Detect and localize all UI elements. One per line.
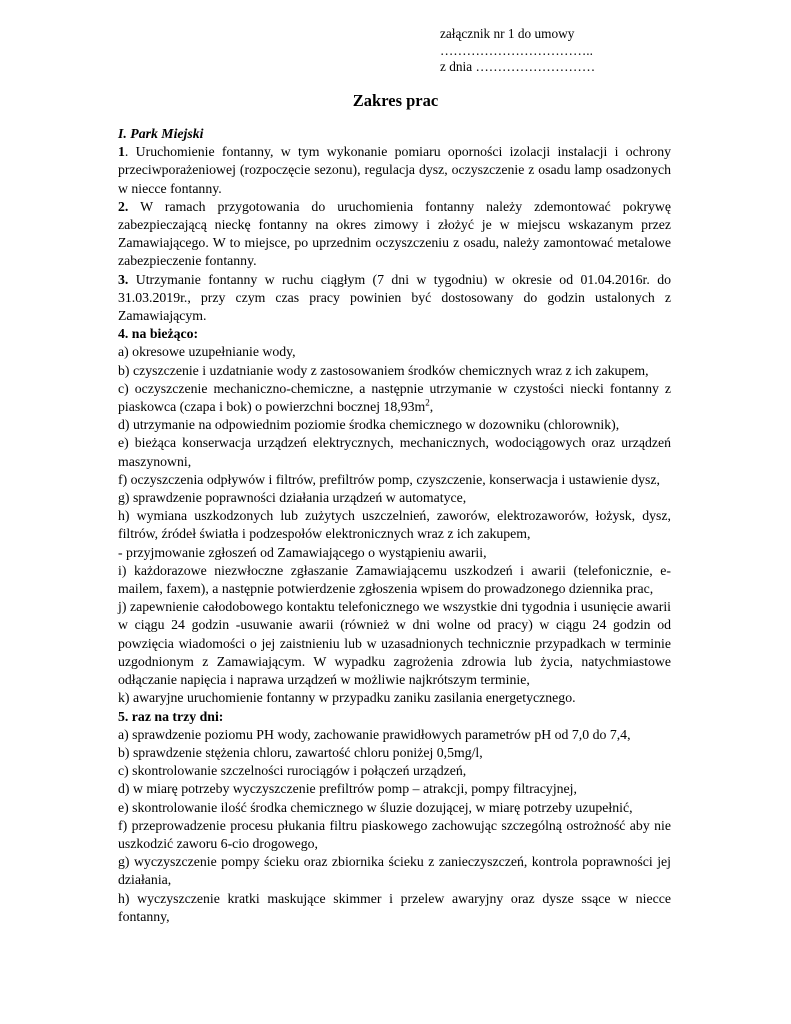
item-4-dash: - przyjmowanie zgłoszeń od Zamawiającego o wystąpieniu awarii,: [118, 544, 487, 560]
item-4k: k) awaryjne uruchomienie fontanny w przypadku zaniku zasilania energetycznego.: [118, 690, 576, 706]
attachment-header: [440, 26, 595, 76]
item-2: [118, 198, 671, 271]
item-4f: f) oczyszczenia odpływów i filtrów, prefiltrów pomp, czyszczenie, konserwacja i ustawienie dysz,: [118, 471, 660, 487]
item-3-text: Utrzymanie fontanny w ruchu ciągłym (7 dni w tygodniu) w okresie od 01.04.2016r. do 31.03.2019r., przy czym czas pracy powinien być dostosowany do godzin ustalonych z Zamawiającym.: [118, 271, 671, 324]
item-5g: g) wyczyszczenie pompy ścieku oraz zbiornika ścieku z zanieczyszczeń, kontrola poprawności jej działania,: [118, 854, 671, 888]
item-5f: f) przeprowadzenie procesu płukania filtru piaskowego zachowując szczególną ostrożność aby nie uszkodzić zaworu 6-cio drogowego,: [118, 817, 671, 851]
item-2-text: W ramach przygotowania do uruchomienia fontanny należy zdemontować pokrywę zabezpieczającą nieckę fontanny na okres zimowy i złożyć je w miejscu wskazanym przez Zamawiającego. W to miejsce, po uprzednim oczyszczeniu z osadu, należy zamontować metalowe zabezpieczenie fontanny.: [118, 198, 671, 269]
superscript-2: 2: [425, 397, 430, 408]
item-4-heading: 4. na bieżąco:: [118, 326, 199, 342]
document-body: [118, 125, 671, 926]
agreement-date-line: z dnia ………………………: [440, 59, 596, 74]
item-4g: g) sprawdzenie poprawności działania urządzeń w automatyce,: [118, 490, 467, 506]
item-4d: d) utrzymanie na odpowiednim poziomie środka chemicznego w dozowniku (chlorownik),: [118, 417, 620, 433]
item-1-text: . Uruchomienie fontanny, w tym wykonanie pomiaru oporności izolacji instalacji i ochrony przeciwporażeniowej (rozpoczęcie sezonu), regulacja dysz, oczyszczenie z osadu lamp osadzonych w niecce fontanny.: [118, 144, 671, 196]
item-1: [118, 143, 671, 198]
item-5b: b) sprawdzenie stężenia chloru, zawartość chloru poniżej 0,5mg/l,: [118, 744, 483, 760]
item-5h: h) wyczyszczenie kratki maskujące skimmer i przelew awaryjny oraz dysze ssące w niecce fontanny,: [118, 890, 671, 924]
item-4a: a) okresowe uzupełnianie wody,: [118, 344, 296, 360]
agreement-number-placeholder: ……………………………..: [440, 42, 593, 58]
item-3: [118, 271, 671, 326]
item-5-heading: 5. raz na trzy dni:: [118, 708, 224, 724]
item-4i: i) każdorazowe niezwłoczne zgłaszanie Zamawiającemu uszkodzeń i awarii (telefonicznie, e-mailem, faxem), a następnie potwierdzenie zgłoszenia wpisem do prowadzonego dziennika prac,: [118, 562, 671, 597]
item-4c: c) oczyszczenie mechaniczno-chemiczne, a następnie utrzymanie w czystości niecki fontanny z piaskowca (czapa i bok) o powierzchni bocznej $18,93m^2$,: [118, 380, 671, 415]
item-5e: e) skontrolowanie ilość środka chemicznego w śluzie dozującej, w miarę potrzeby uzupełnić,: [118, 799, 633, 815]
item-4b: b) czyszczenie i uzdatnianie wody z zastosowaniem środków chemicznych wraz z ich zakupem,: [118, 362, 649, 378]
attachment-label: załącznik nr 1 do umowy: [440, 26, 575, 41]
section-title: I. Park Miejski: [118, 126, 204, 141]
item-2-number: 2.: [118, 198, 129, 214]
item-4h: h) wymiana uszkodzonych lub zużytych uszczelnień, zaworów, elektrozaworów, łożysk, dysz, filtrów, źródeł światła i podzespołów elektronicznych wraz z ich zakupem,: [118, 508, 671, 542]
item-5d: d) w miarę potrzeby wyczyszczenie prefiltrów pomp – atrakcji, pompy filtracyjnej,: [118, 781, 577, 797]
item-1-number: 1: [118, 144, 125, 160]
item-5a: a) sprawdzenie poziomu PH wody, zachowanie prawidłowych parametrów pH od 7,0 do 7,4,: [118, 726, 631, 742]
item-3-number: 3.: [118, 271, 129, 287]
item-5c: c) skontrolowanie szczelności rurociągów i połączeń urządzeń,: [118, 763, 467, 779]
document-title: Zakres prac: [352, 91, 439, 110]
item-4e: e) bieżąca konserwacja urządzeń elektrycznych, mechanicznych, wodociągowych oraz urządzeń maszynowni,: [118, 435, 671, 469]
item-4j: j) zapewnienie całodobowego kontaktu telefonicznego we wszystkie dni tygodnia i usunięcie awarii w ciągu 24 godzin -usuwanie awarii (również w dni wolne od pracy) w ciągu 24 godzin od powzięcia wiadomości o jej zaistnieniu lub w uzasadnionych technicznie przypadkach w terminie uzgodnionym z Zamawiającym. W wypadku zagrożenia zdrowia lub życia, natychmiastowe odłączanie napięcia i naprawa urządzeń w możliwie najkrótszym terminie,: [118, 599, 671, 688]
